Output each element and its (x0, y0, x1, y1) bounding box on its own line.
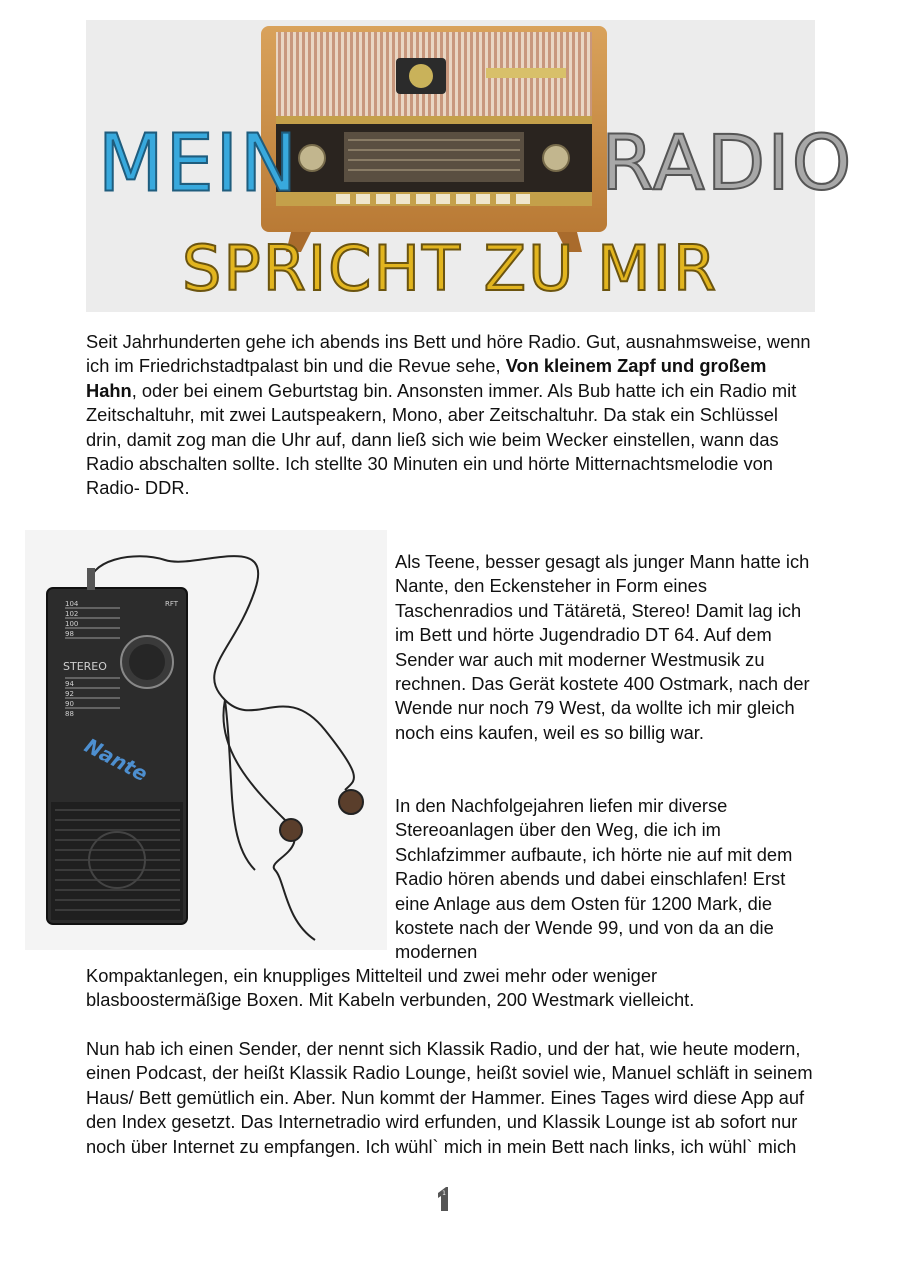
paragraph-intro (86, 330, 816, 501)
photo-freq-6: 90 (65, 700, 74, 708)
photo-freq-0: 104 (65, 600, 79, 608)
paragraph-stereo-b: Kompaktanlegen, ein knuppliges Mittelteil und zwei mehr oder weniger blasboostermäßige Boxen. Mit Kabeln verbunden, 200 Westmark vielleicht. (86, 965, 695, 1011)
photo-freq-2: 100 (65, 620, 79, 628)
paragraph-stereo-a: In den Nachfolgejahren liefen mir diverse Stereoanlagen über den Weg, die ich im Schlafzimmer aufbaute, ich hörte nie auf mit dem Radio hören abends und dabei einschlafen! Erst eine Anlage aus dem Osten für 1200 Mark, die kostete nach der Wende 99, und von da an die modernen (395, 795, 793, 963)
page-number-graphic (432, 1185, 456, 1213)
pocket-radio-photo (25, 530, 387, 950)
hero-subtitle: SPRICHT ZU MIR (182, 232, 719, 305)
pocket-radio-illustration (25, 530, 387, 950)
hero-banner (86, 20, 854, 312)
paragraph-nante: Als Teene, besser gesagt als junger Mann hatte ich Nante, den Eckensteher in Form eines Taschenradios und Tätäretä, Stereo! Damit lag ich im Bett und hörte Jugendradio DT 64. Auf dem Sender war auch mit moderner Westmusik zu rechnen. Das Gerät kostete 400 Ostmark, nach der Wende nur noch 79 West, da wollte ich mir gleich noch eins kaufen, weil es so billig war. (395, 551, 810, 743)
photo-brand-logo: Nante (80, 733, 152, 787)
page-number (432, 1185, 456, 1213)
hero-title-right: RADIO (601, 118, 854, 207)
paragraph-intro-b: , oder bei einem Geburtstag bin. Ansonsten immer. Als Bub hatte ich ein Radio mit Zeitschaltuhr, mit zwei Lautspeakern, Mono, aber Zeitschaltuhr. Da stak ein Schlüssel drin, damit zog man die Uhr auf, dann ließ sich wie beim Wecker einstellen, wann das Radio abschalten sollte. Ich stellte 30 Minuten ein und hörte Mitternachtsmelodie von Radio- DDR. (86, 379, 797, 499)
photo-freq-5: 92 (65, 690, 74, 698)
paragraph-intro-bold: Von kleinem Zapf und großem Hahn (86, 355, 767, 401)
photo-freq-4: 94 (65, 680, 74, 688)
photo-label-stereo: STEREO (63, 660, 107, 673)
photo-freq-7: 88 (65, 710, 74, 718)
photo-freq-3: 98 (65, 630, 74, 638)
paragraph-klassik: Nun hab ich einen Sender, der nennt sich Klassik Radio, und der hat, wie heute modern, einen Podcast, der heißt Klassik Radio Lounge, heißt soviel wie, Manuel schläft in seinem Haus/ Bett gemütlich ein. Aber. Nun kommt der Hammer. Eines Tages wird diese App auf den Index gesetzt. Das Internetradio wird erfunden, und Klassik Lounge ist ab sofort nur noch über Internet zu empfangen. Ich wühl` mich in mein Bett nach links, ich wühl` mich (86, 1038, 813, 1157)
photo-freq-1: 102 (65, 610, 79, 618)
paragraph-intro-a: Seit Jahrhunderten gehe ich abends ins Bett und höre Radio. Gut, ausnahmsweise, wenn ich im Friedrichstadtpalast bin und die Revue sehe, (86, 331, 811, 377)
photo-label-rft: RFT (165, 600, 179, 608)
page-number-text: 1 (442, 1190, 446, 1197)
hero-title-left: MEIN (98, 115, 299, 210)
